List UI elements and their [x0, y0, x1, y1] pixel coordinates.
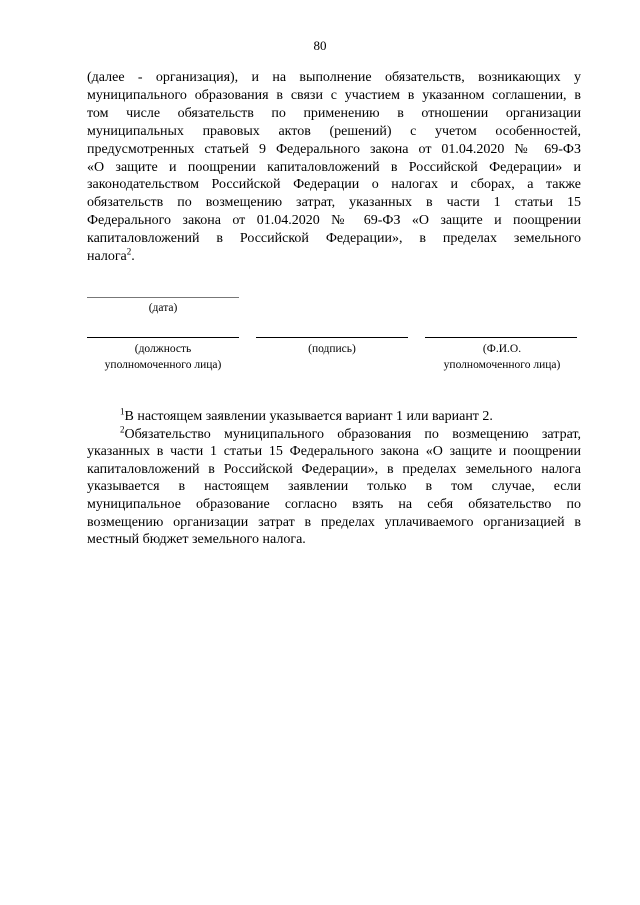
footnote-2-line: капиталовложений в Российской Федерации», в пределах земельного налога [87, 461, 581, 477]
position-line [87, 337, 239, 338]
position-label [70, 341, 256, 373]
name-line [425, 337, 577, 338]
name-label-2: уполномоченного лица) [443, 359, 561, 371]
paragraph-line: муниципального образования в связи с участием в указанном соглашении, в [87, 87, 581, 103]
date-label: (дата) [148, 302, 178, 314]
footnote-2-first-text: Обязательство муниципального образования по возмещению затрат, [124, 426, 581, 442]
paragraph-line: предусмотренных статьей 9 Федерального закона от 01.04.2020 № 69-ФЗ [87, 141, 581, 157]
footnote-2-marker: 2 [120, 423, 125, 434]
footnote-1 [87, 408, 581, 426]
footnotes [87, 408, 581, 549]
footnote-2-first-line [87, 423, 581, 444]
paragraph-line: «О защите и поощрении капиталовложений в Российской Федерации» и [87, 159, 581, 175]
paragraph-line: обязательств по возмещению затрат, указанных в части 1 статьи 15 [87, 195, 581, 211]
footnote-2-line: муниципальное образование согласно взять на себя обязательство по [87, 496, 581, 512]
paragraph-line: том числе обязательств по применению в отношении организации [87, 105, 581, 121]
last-line-text: налога [87, 249, 127, 265]
footnote-2-line: указанных в части 1 статьи 15 Федерального закона «О защите и поощрении [87, 444, 581, 460]
last-line-end: . [131, 249, 135, 265]
paragraph-line: капиталовложений в Российской Федерации», в пределах земельного [87, 231, 581, 247]
paragraph-line: (далее - организация), и на выполнение обязательств, возникающих у [87, 70, 581, 85]
name-label-1: (Ф.И.О. [482, 343, 522, 355]
signature-line [256, 337, 408, 338]
footnote-1-text: В настоящем заявлении указывается вариант 1 или вариант 2. [124, 409, 493, 424]
footnote-2-last-line: местный бюджет земельного налога. [87, 532, 306, 548]
footnote-2-line: указывается в настоящем заявлении только в том случае, если [87, 479, 581, 495]
paragraph-line: Федерального закона от 01.04.2020 № 69-ФЗ «О защите и поощрении [87, 213, 581, 229]
page-number: 80 [313, 38, 327, 53]
paragraph-line: муниципальных правовых актов (решений) с учетом особенностей, [87, 123, 581, 139]
position-label-2: уполномоченного лица) [104, 359, 222, 371]
main-paragraph [87, 69, 581, 266]
footnote-1-marker: 1 [120, 406, 125, 417]
signature-label: (подпись) [308, 343, 356, 355]
position-label-1: (должность [134, 343, 192, 355]
paragraph-last-line [87, 248, 581, 266]
footnote-2-line: возмещению организации затрат в пределах уплачиваемого организацией в [87, 514, 581, 530]
date-line [87, 297, 239, 298]
paragraph-line: законодательством Российской Федерации о налогах и сборах, а также [87, 177, 581, 193]
footnote-ref-2: 2 [126, 246, 132, 257]
name-label [412, 341, 592, 373]
